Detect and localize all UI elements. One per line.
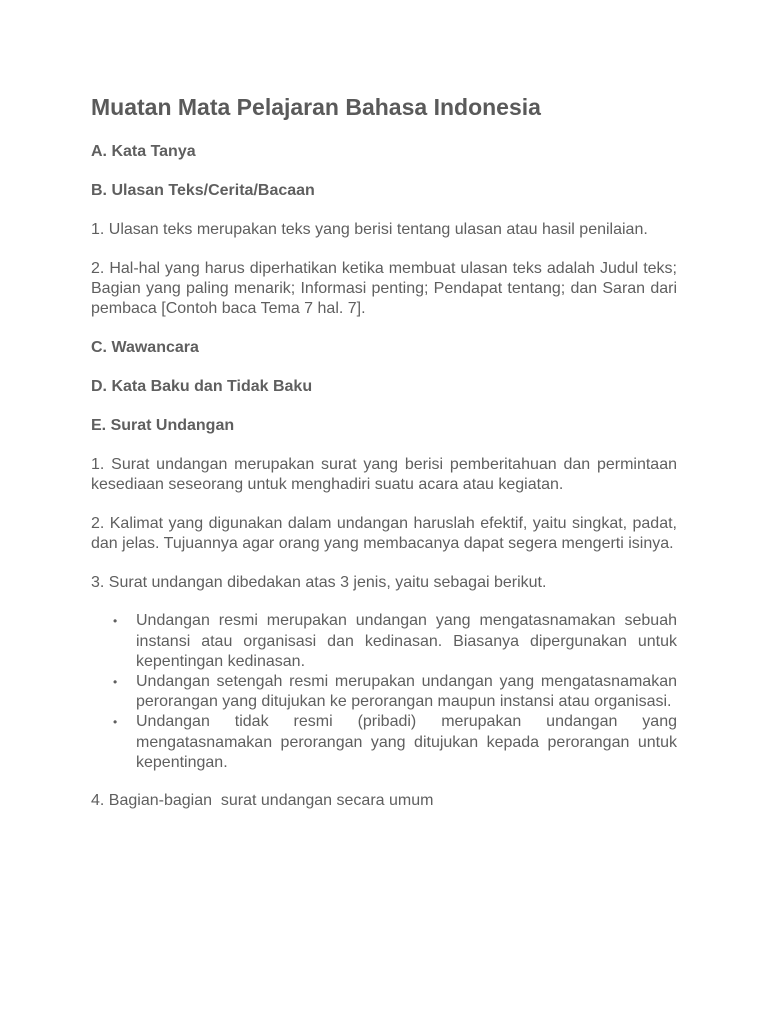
heading-surat-undangan: E. Surat Undangan xyxy=(91,416,235,434)
paragraph-undangan-1: 1. Surat undangan merupakan surat yang berisi pemberitahuan dan permintaan kesediaan seseorang untuk menghadiri suatu acara atau kegiatan. xyxy=(91,455,677,494)
bullet-icon: • xyxy=(113,674,118,689)
paragraph-undangan-4: 4. Bagian-bagian surat undangan secara umum xyxy=(91,792,434,810)
list-item-text: Undangan tidak resmi (pribadi) merupakan undangan yang mengatasnamakan perorangan yang ditujukan kepada perorangan untuk kepentingan. xyxy=(136,713,677,771)
undangan-types-list xyxy=(91,611,677,773)
heading-kata-tanya: A. Kata Tanya xyxy=(91,143,196,160)
list-item-text: Undangan setengah resmi merupakan undangan yang mengatasnamakan perorangan yang ditujukan ke perorangan maupun instansi atau organisasi. xyxy=(136,672,677,711)
bullet-icon: • xyxy=(113,715,118,730)
document-title: Muatan Mata Pelajaran Bahasa Indonesia xyxy=(91,94,541,120)
heading-ulasan-teks: B. Ulasan Teks/Cerita/Bacaan xyxy=(91,182,315,199)
list-item xyxy=(91,611,677,672)
heading-wawancara: C. Wawancara xyxy=(91,338,199,356)
paragraph-undangan-3: 3. Surat undangan dibedakan atas 3 jenis, yaitu sebagai berikut. xyxy=(91,573,547,591)
list-item-text: Undangan resmi merupakan undangan yang mengatasnamakan sebuah instansi atau organisasi dan kedinasan. Biasanya dipergunakan untuk kepentingan kedinasan. xyxy=(136,612,677,670)
document-page xyxy=(91,92,677,830)
list-item xyxy=(91,712,677,773)
paragraph-undangan-2: 2. Kalimat yang digunakan dalam undangan haruslah efektif, yaitu singkat, padat, dan jelas. Tujuannya agar orang yang membacanya dapat segera mengerti isinya. xyxy=(91,514,677,552)
paragraph-ulasan-1: 1. Ulasan teks merupakan teks yang berisi tentang ulasan atau hasil penilaian. xyxy=(91,221,648,238)
paragraph-ulasan-2: 2. Hal-hal yang harus diperhatikan ketika membuat ulasan teks adalah Judul teks; Bagian yang paling menarik; Informasi penting; Pendapat tentang; dan Saran dari pembaca [Contoh baca Tema 7 hal. 7]. xyxy=(91,259,677,318)
heading-kata-baku: D. Kata Baku dan Tidak Baku xyxy=(91,377,313,395)
list-item xyxy=(91,672,677,712)
bullet-icon: • xyxy=(113,614,118,629)
